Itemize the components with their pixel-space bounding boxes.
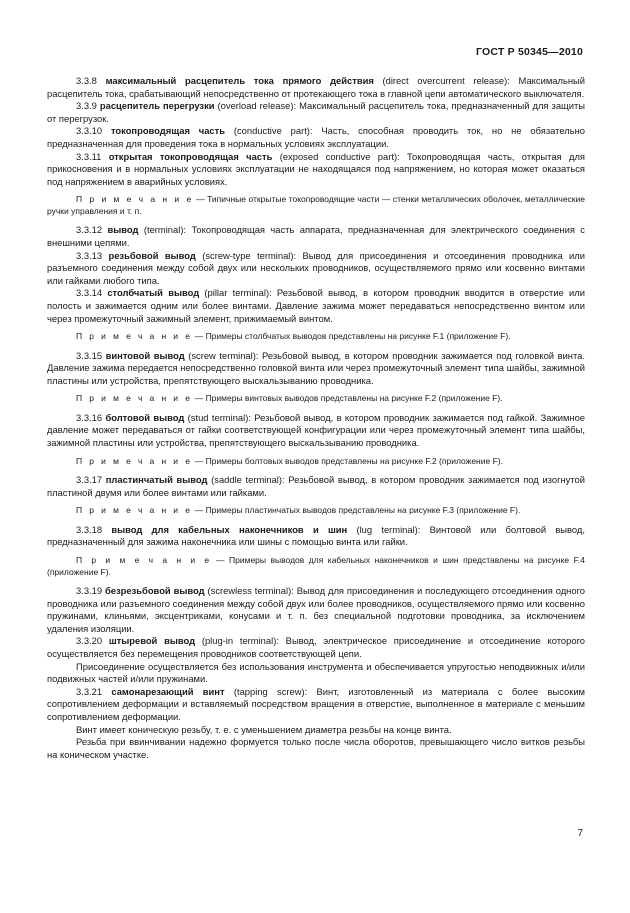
text-paragraph: Присоединение осуществляется без использования инструмента и обеспечивается упругостью неподвижных и/или подвижных частей и/или пружинами. (47, 660, 585, 685)
clause-number: 3.3.19 (76, 585, 103, 597)
note-label: П р и м е ч а н и е (76, 555, 212, 566)
note-paragraph (47, 194, 585, 217)
note-label: П р и м е ч а н и е (76, 331, 193, 342)
clause-number: 3.3.8 (76, 75, 97, 86)
text-paragraph: Винт имеет коническую резьбу, т. е. с уменьшением диаметра резьбы на конце винта. (76, 723, 452, 735)
term-definition: (terminal): Токопроводящая часть аппарата, предназначенная для электрического соединения с внешними цепями. (47, 224, 585, 248)
clause-number: 3.3.17 (76, 474, 103, 486)
term-name: расцепитель перегрузки (99, 100, 215, 112)
clause-number: 3.3.15 (76, 349, 103, 361)
term-name: резьбовой вывод (108, 249, 196, 261)
term-name: открытая токопроводящая часть (108, 150, 273, 162)
definition-paragraph (47, 412, 585, 450)
note-text: — Примеры столбчатых выводов представлены на рисунке F.1 (приложение F). (192, 331, 511, 342)
clause-number: 3.3.18 (76, 523, 103, 535)
clause-number: 3.3.9 (76, 100, 97, 112)
term-name: максимальный расцепитель тока прямого действия (105, 75, 374, 86)
clause-number: 3.3.20 (76, 635, 103, 647)
term-definition: (stud terminal): Резьбовой вывод, в котором проводник зажимается под гайкой. Зажимное давление может передаваться от гайки соответствующей конфигурации или через промежуточный элемент типа шайбы, зажимной пластины или устройства, препятствующего выскальзыванию проводника. (47, 411, 585, 449)
definition-paragraph (47, 635, 585, 660)
text-paragraph: Резьба при ввинчивании надежно формуется только после числа оборотов, превышающего число витков резьбы на коническом участке. (47, 736, 585, 760)
term-name: штыревой вывод (108, 635, 196, 647)
note-paragraph (47, 555, 585, 578)
term-name: самонарезающий винт (111, 685, 225, 697)
term-name: столбчатый вывод (107, 287, 200, 299)
definition-paragraph (47, 151, 585, 189)
clause-number: 3.3.21 (76, 685, 103, 697)
term-name: вывод (107, 224, 139, 236)
definition-paragraph (47, 224, 585, 249)
note-text: — Примеры выводов для кабельных наконечников и шин представлены на рисунке F.4 (приложение F). (47, 555, 585, 577)
definition-paragraph (47, 100, 585, 125)
definition-paragraph (47, 125, 585, 150)
term-definition: (direct overcurrent release): Максимальный расцепитель тока, срабатывающий непосредственно от протекающего тока в главной цепи автоматического выключателя. (47, 75, 585, 99)
note-text: — Примеры пластинчатых выводов представлены на рисунке F.3 (приложение F). (192, 505, 521, 516)
note-paragraph (47, 331, 585, 343)
clause-number: 3.3.13 (76, 249, 103, 261)
definition-paragraph (47, 75, 585, 100)
term-name: вывод для кабельных наконечников и шин (111, 523, 348, 535)
note-paragraph (47, 393, 585, 405)
term-name: токопроводящая часть (110, 125, 225, 137)
term-definition: (saddle terminal): Резьбовой вывод, в котором проводник зажимается под изогнутой пластиной двумя или более винтами или гайками. (47, 474, 586, 498)
term-definition: (screw terminal): Резьбовой вывод, в котором проводник зажимается под головкой винта. Давление зажима передается непосредственно головкой винта или через промежуточный элемент типа шайбы, зажимной пластины или устройства, препятствующего выскальзыванию проводника. (47, 349, 585, 386)
note-label: П р и м е ч а н и е (76, 505, 193, 516)
definition-paragraph (47, 686, 585, 724)
clause-number: 3.3.12 (76, 224, 103, 236)
clause-number: 3.3.11 (76, 150, 102, 162)
note-label: П р и м е ч а н и е (76, 455, 193, 466)
term-name: болтовой вывод (105, 411, 185, 423)
definition-paragraph (47, 474, 585, 499)
clause-number: 3.3.10 (76, 125, 103, 137)
note-label: П р и м е ч а н и е (76, 194, 194, 205)
term-definition: (tapping screw): Винт, изготовленный из материала с более высоким сопротивлением деформации и вставляемый посредством вращения в отверстие, выполненное в материале с меньшим сопротивлением деформации. (47, 685, 586, 722)
definition-paragraph (47, 585, 585, 635)
document-id: ГОСТ Р 50345—2010 (475, 46, 583, 58)
note-text: — Примеры болтовых выводов представлены на рисунке F.2 (приложение F). (192, 455, 503, 466)
term-definition: (pillar terminal): Резьбовой вывод, в котором проводник вводится в отверстие или полость и зажимается одним или более винтами. Давление зажима может передаваться непосредственно винтом или через промежуточный зажимный элемент, прижимаемый винтом. (47, 287, 585, 324)
term-definition: (screwless terminal): Вывод для присоединения и последующего отсоединения одного проводника или разъемного соединения между собой двух или более проводников, осуществляемого прямо или косвенно пружинами, клиньями, эксцентриками, конусами и т. п. без специальной подготовки проводника, за исключением удаления изоляции. (47, 585, 586, 634)
clause-number: 3.3.16 (76, 411, 103, 423)
term-definition: (lug terminal): Винтовой или болтовой вывод, предназначенный для зажима наконечника или шины с помощью винта или гайки. (47, 523, 586, 548)
note-label: П р и м е ч а н и е (76, 393, 193, 404)
clause-number: 3.3.14 (76, 287, 103, 299)
note-text: — Примеры винтовых выводов представлены на рисунке F.2 (приложение F). (192, 393, 503, 404)
term-name: пластинчатый вывод (105, 474, 208, 486)
term-name: винтовой вывод (105, 349, 185, 361)
note-paragraph (47, 456, 585, 468)
definition-paragraph (47, 350, 585, 388)
note-paragraph (47, 505, 585, 517)
note-text: — Типичные открытые токопроводящие части — стенки металлических оболочек, металлические ручки управления и т. п. (47, 194, 585, 216)
definition-paragraph (47, 524, 585, 549)
term-definition: (screw-type terminal): Вывод для присоединения и отсоединения проводника или разъемного соединения между собой двух или нескольких проводников, осуществляемого прямо или косвенно винтами или гайками любого типа. (47, 249, 586, 286)
term-definition: (plug-in terminal): Вывод, электрическое присоединение и отсоединение которого осуществляется без перемещения проводников соответствующей цепи. (47, 635, 585, 659)
term-definition: (conductive part): Часть, способная проводить ток, но не обязательно предназначенная для проведения тока в нормальных условиях эксплуатации. (47, 125, 586, 149)
definition-paragraph (47, 250, 585, 288)
term-definition: (overload release): Максимальный расцепитель тока, предназначенный для защиты от перегрузок. (47, 100, 586, 124)
page-number: 7 (577, 828, 583, 839)
document-body (47, 75, 585, 761)
term-name: безрезьбовой вывод (105, 585, 205, 597)
term-definition: (exposed conductive part): Токопроводящая часть, открытая для прикосновения и в нормальных условиях эксплуатации не находящаяся под напряжением, но которая может оказаться под напряжением в аварийных условиях. (47, 150, 585, 187)
definition-paragraph (47, 287, 585, 325)
